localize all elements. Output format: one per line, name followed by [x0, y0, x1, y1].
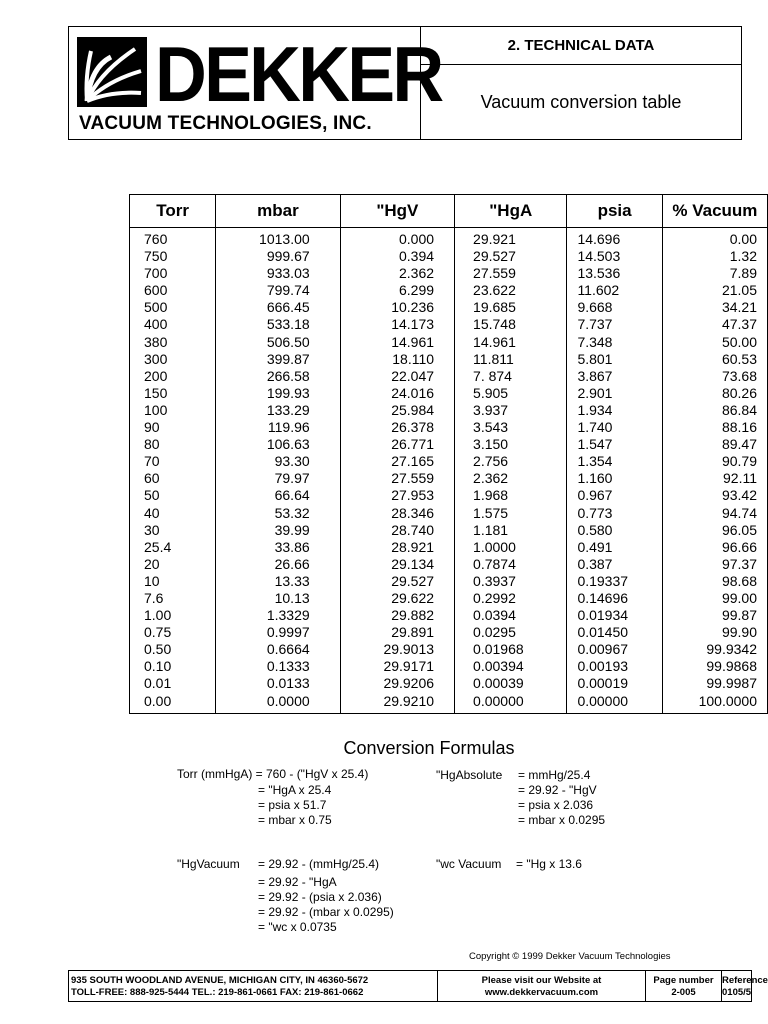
cell-hga: 0.0295	[455, 624, 567, 641]
cell-mbar: 533.18	[216, 316, 340, 333]
cell-vacuum: 94.74	[662, 505, 767, 522]
cell-hgv: 29.9013	[340, 641, 454, 658]
cell-hga: 3.150	[455, 436, 567, 453]
formula-line: = psia x 2.036	[518, 798, 594, 812]
table-row	[130, 299, 768, 316]
page-number-value: 2-005	[671, 987, 696, 998]
cell-vacuum: 89.47	[662, 436, 767, 453]
cell-hgv: 6.299	[340, 282, 454, 299]
page-number-label: Page number	[653, 975, 714, 986]
cell-psia: 0.19337	[567, 573, 662, 590]
cell-torr: 150	[144, 384, 168, 401]
cell-hgv: 10.236	[340, 299, 454, 316]
cell-vacuum: 93.42	[662, 487, 767, 504]
cell-mbar: 53.32	[216, 505, 340, 522]
cell-psia: 3.867	[567, 368, 662, 385]
cell-vacuum: 88.16	[662, 419, 767, 436]
cell-psia: 11.602	[567, 282, 662, 299]
cell-psia: 0.491	[567, 539, 662, 556]
cell-vacuum: 96.05	[662, 522, 767, 539]
cell-hga: 7. 874	[455, 368, 567, 385]
cell-mbar: 0.6664	[216, 641, 340, 658]
cell-torr: 0.10	[144, 658, 172, 675]
cell-hga: 23.622	[455, 282, 567, 299]
footer-reference	[721, 971, 768, 1001]
cell-hga: 0.00000	[455, 693, 567, 714]
cell-vacuum: 90.79	[662, 453, 767, 470]
header-box	[68, 26, 742, 140]
phone-line: TOLL-FREE: 888-925-5444 TEL.: 219-861-0661 FAX: 219-861-0662	[71, 987, 364, 998]
cell-psia: 0.387	[567, 556, 662, 573]
formula-torr-label: Torr (mmHgA) = 760 - ("HgV x 25.4)	[177, 767, 369, 781]
column-header: % Vacuum	[662, 195, 767, 228]
cell-torr: 500	[144, 299, 168, 316]
cell-hga: 3.543	[455, 419, 567, 436]
cell-mbar: 199.93	[216, 385, 340, 402]
cell-mbar: 39.99	[216, 522, 340, 539]
cell-psia: 0.00019	[567, 675, 662, 692]
table-body	[130, 228, 768, 714]
cell-psia: 1.740	[567, 419, 662, 436]
cell-torr: 400	[144, 316, 168, 333]
reference-value: 0105/5	[722, 987, 752, 998]
cell-mbar: 133.29	[216, 402, 340, 419]
cell-hgv: 29.9171	[340, 658, 454, 675]
cell-psia: 7.348	[567, 334, 662, 351]
table-header-row	[130, 195, 768, 228]
cell-hgv: 29.527	[340, 573, 454, 590]
cell-psia: 0.00967	[567, 641, 662, 658]
cell-hgv: 28.921	[340, 539, 454, 556]
cell-vacuum: 34.21	[662, 299, 767, 316]
cell-mbar: 66.64	[216, 487, 340, 504]
cell-psia: 1.934	[567, 402, 662, 419]
formula-hgv-label: "HgVacuum	[177, 857, 240, 871]
cell-torr: 7.6	[144, 589, 164, 606]
cell-hgv: 0.394	[340, 248, 454, 265]
cell-hga: 27.559	[455, 265, 567, 282]
cell-vacuum: 47.37	[662, 316, 767, 333]
cell-mbar: 0.1333	[216, 658, 340, 675]
cell-vacuum: 99.87	[662, 607, 767, 624]
cell-vacuum: 97.37	[662, 556, 767, 573]
table-row	[130, 453, 768, 470]
cell-torr: 40	[144, 504, 160, 521]
footer-box	[68, 970, 768, 1002]
cell-mbar: 999.67	[216, 248, 340, 265]
table-row	[130, 693, 768, 714]
cell-psia: 14.696	[567, 228, 662, 249]
cell-vacuum: 99.00	[662, 590, 767, 607]
cell-hgv: 14.173	[340, 316, 454, 333]
cell-vacuum: 100.0000	[662, 693, 767, 714]
formula-line: = 29.92 - "HgV	[518, 783, 597, 797]
copyright: Copyright © 1999 Dekker Vacuum Technologies	[469, 951, 671, 962]
cell-psia: 0.00193	[567, 658, 662, 675]
cell-hga: 1.0000	[455, 539, 567, 556]
cell-hga: 29.527	[455, 248, 567, 265]
cell-mbar: 0.9997	[216, 624, 340, 641]
cell-mbar: 119.96	[216, 419, 340, 436]
cell-vacuum: 99.9868	[662, 658, 767, 675]
website-link[interactable]: www.dekkervacuum.com	[484, 987, 599, 998]
cell-mbar: 1.3329	[216, 607, 340, 624]
formula-line: = "wc x 0.0735	[258, 920, 337, 934]
formula-hga-label: "HgAbsolute	[436, 768, 503, 782]
formula-line: = mbar x 0.0295	[518, 813, 606, 827]
table-row	[130, 505, 768, 522]
table-row	[130, 522, 768, 539]
cell-psia: 0.580	[567, 522, 662, 539]
cell-psia: 0.773	[567, 505, 662, 522]
cell-mbar: 13.33	[216, 573, 340, 590]
cell-hgv: 26.378	[340, 419, 454, 436]
footer-page	[645, 971, 721, 1001]
cell-vacuum: 98.68	[662, 573, 767, 590]
reference-label: Reference	[722, 975, 768, 986]
table-row	[130, 419, 768, 436]
cell-hga: 19.685	[455, 299, 567, 316]
cell-hgv: 18.110	[340, 351, 454, 368]
cell-hga: 1.181	[455, 522, 567, 539]
cell-psia: 13.536	[567, 265, 662, 282]
cell-hga: 1.968	[455, 487, 567, 504]
column-header: "HgV	[340, 195, 454, 228]
formula-line: = "HgA x 25.4	[258, 783, 332, 797]
cell-hgv: 29.882	[340, 607, 454, 624]
cell-torr: 70	[144, 453, 160, 470]
cell-mbar: 799.74	[216, 282, 340, 299]
table-row	[130, 658, 768, 675]
cell-hgv: 29.891	[340, 624, 454, 641]
cell-hga: 0.3937	[455, 573, 567, 590]
address-line: 935 SOUTH WOODLAND AVENUE, MICHIGAN CITY, IN 46360-5672	[71, 975, 369, 986]
cell-hgv: 27.559	[340, 470, 454, 487]
table-row	[130, 368, 768, 385]
cell-hga: 11.811	[455, 351, 567, 368]
cell-hgv: 27.165	[340, 453, 454, 470]
cell-psia: 1.160	[567, 470, 662, 487]
cell-hgv: 27.953	[340, 487, 454, 504]
cell-mbar: 666.45	[216, 299, 340, 316]
table-row	[130, 385, 768, 402]
cell-vacuum: 99.9342	[662, 641, 767, 658]
cell-vacuum: 73.68	[662, 368, 767, 385]
cell-torr: 0.00	[144, 692, 172, 709]
cell-mbar: 106.63	[216, 436, 340, 453]
cell-psia: 5.801	[567, 351, 662, 368]
cell-vacuum: 1.32	[662, 248, 767, 265]
company-name: VACUUM TECHNOLOGIES, INC.	[79, 113, 372, 134]
cell-mbar: 506.50	[216, 334, 340, 351]
cell-hga: 0.01968	[455, 641, 567, 658]
cell-hgv: 25.984	[340, 402, 454, 419]
footer-website	[437, 971, 645, 1001]
cell-torr: 750	[144, 248, 168, 265]
cell-mbar: 10.13	[216, 590, 340, 607]
cell-hgv: 29.9206	[340, 675, 454, 692]
website-label: Please visit our Website at	[481, 975, 602, 986]
table-row	[130, 624, 768, 641]
cell-vacuum: 80.26	[662, 385, 767, 402]
cell-vacuum: 60.53	[662, 351, 767, 368]
cell-torr: 600	[144, 282, 168, 299]
cell-psia: 0.967	[567, 487, 662, 504]
table-row	[130, 228, 768, 249]
cell-hga: 0.00394	[455, 658, 567, 675]
column-header: Torr	[130, 195, 216, 228]
cell-psia: 1.547	[567, 436, 662, 453]
table-row	[130, 334, 768, 351]
cell-mbar: 1013.00	[216, 228, 340, 249]
cell-hgv: 29.9210	[340, 693, 454, 714]
table-row	[130, 675, 768, 692]
cell-torr: 80	[144, 436, 160, 453]
cell-vacuum: 92.11	[662, 470, 767, 487]
table-row	[130, 590, 768, 607]
cell-hgv: 22.047	[340, 368, 454, 385]
cell-torr: 25.4	[144, 538, 172, 555]
cell-torr: 10	[144, 572, 160, 589]
company-logo	[69, 27, 442, 139]
column-header: psia	[567, 195, 662, 228]
cell-vacuum: 99.90	[662, 624, 767, 641]
cell-vacuum: 86.84	[662, 402, 767, 419]
cell-hgv: 29.134	[340, 556, 454, 573]
formula-line: = 29.92 - "HgA	[258, 875, 337, 889]
cell-vacuum: 21.05	[662, 282, 767, 299]
table-row	[130, 248, 768, 265]
cell-psia: 14.503	[567, 248, 662, 265]
section-label: 2. TECHNICAL DATA	[421, 27, 741, 65]
cell-hgv: 0.000	[340, 228, 454, 249]
table-row	[130, 402, 768, 419]
cell-hga: 2.756	[455, 453, 567, 470]
cell-hgv: 28.740	[340, 522, 454, 539]
cell-mbar: 0.0000	[216, 693, 340, 714]
cell-torr: 60	[144, 470, 160, 487]
cell-hga: 3.937	[455, 402, 567, 419]
cell-mbar: 93.30	[216, 453, 340, 470]
cell-vacuum: 7.89	[662, 265, 767, 282]
cell-vacuum: 0.00	[662, 228, 767, 249]
cell-hga: 5.905	[455, 385, 567, 402]
table-row	[130, 641, 768, 658]
cell-hgv: 14.961	[340, 334, 454, 351]
cell-hgv: 28.346	[340, 505, 454, 522]
cell-torr: 300	[144, 350, 168, 367]
table-row	[130, 487, 768, 504]
cell-torr: 200	[144, 367, 168, 384]
logo-emblem-icon	[77, 37, 147, 107]
cell-torr: 0.50	[144, 641, 172, 658]
table-row	[130, 470, 768, 487]
cell-mbar: 26.66	[216, 556, 340, 573]
cell-hgv: 2.362	[340, 265, 454, 282]
cell-hga: 29.921	[455, 228, 567, 249]
formula-line: = 29.92 - (mbar x 0.0295)	[258, 905, 394, 919]
table-row	[130, 556, 768, 573]
column-header: mbar	[216, 195, 340, 228]
cell-vacuum: 50.00	[662, 334, 767, 351]
cell-hga: 0.2992	[455, 590, 567, 607]
table-row	[130, 573, 768, 590]
cell-hga: 2.362	[455, 470, 567, 487]
formula-line: = psia x 51.7	[258, 798, 327, 812]
cell-torr: 100	[144, 401, 168, 418]
cell-psia: 0.01450	[567, 624, 662, 641]
cell-hga: 14.961	[455, 334, 567, 351]
cell-torr: 30	[144, 521, 160, 538]
cell-hgv: 26.771	[340, 436, 454, 453]
cell-psia: 0.14696	[567, 590, 662, 607]
cell-torr: 1.00	[144, 607, 172, 624]
cell-torr: 700	[144, 265, 168, 282]
cell-mbar: 933.03	[216, 265, 340, 282]
cell-vacuum: 99.9987	[662, 675, 767, 692]
column-header: "HgA	[455, 195, 567, 228]
formula-line: = 29.92 - (psia x 2.036)	[258, 890, 382, 904]
cell-hgv: 24.016	[340, 385, 454, 402]
cell-hga: 1.575	[455, 505, 567, 522]
cell-psia: 9.668	[567, 299, 662, 316]
cell-psia: 0.00000	[567, 693, 662, 714]
cell-mbar: 79.97	[216, 470, 340, 487]
logo-wordmark: DEKKER	[155, 30, 442, 118]
cell-psia: 1.354	[567, 453, 662, 470]
cell-hga: 15.748	[455, 316, 567, 333]
cell-psia: 0.01934	[567, 607, 662, 624]
table-row	[130, 316, 768, 333]
page-title: Vacuum conversion table	[480, 92, 682, 112]
cell-psia: 7.737	[567, 316, 662, 333]
table-row	[130, 351, 768, 368]
cell-mbar: 266.58	[216, 368, 340, 385]
formula-line: = mmHg/25.4	[518, 768, 591, 782]
conversion-table	[129, 194, 768, 714]
cell-psia: 2.901	[567, 385, 662, 402]
cell-torr: 0.01	[144, 675, 172, 692]
table-row	[130, 607, 768, 624]
cell-hga: 0.7874	[455, 556, 567, 573]
formula-line: = mbar x 0.75	[258, 813, 332, 827]
cell-torr: 760	[144, 231, 168, 247]
cell-vacuum: 96.66	[662, 539, 767, 556]
footer-address	[71, 975, 368, 999]
table-row	[130, 265, 768, 282]
cell-torr: 380	[144, 333, 168, 350]
cell-mbar: 0.0133	[216, 675, 340, 692]
cell-mbar: 399.87	[216, 351, 340, 368]
cell-torr: 20	[144, 555, 160, 572]
cell-hgv: 29.622	[340, 590, 454, 607]
formula-line: = "Hg x 13.6	[516, 857, 582, 871]
table-row	[130, 436, 768, 453]
formula-wc-label: "wc Vacuum	[436, 857, 502, 871]
cell-hga: 0.00039	[455, 675, 567, 692]
cell-torr: 0.75	[144, 624, 172, 641]
formulas-title: Conversion Formulas	[343, 738, 515, 758]
cell-torr: 50	[144, 487, 160, 504]
cell-mbar: 33.86	[216, 539, 340, 556]
formula-line: = 29.92 - (mmHg/25.4)	[258, 857, 380, 871]
table-row	[130, 282, 768, 299]
table-row	[130, 539, 768, 556]
cell-torr: 90	[144, 419, 160, 436]
cell-hga: 0.0394	[455, 607, 567, 624]
